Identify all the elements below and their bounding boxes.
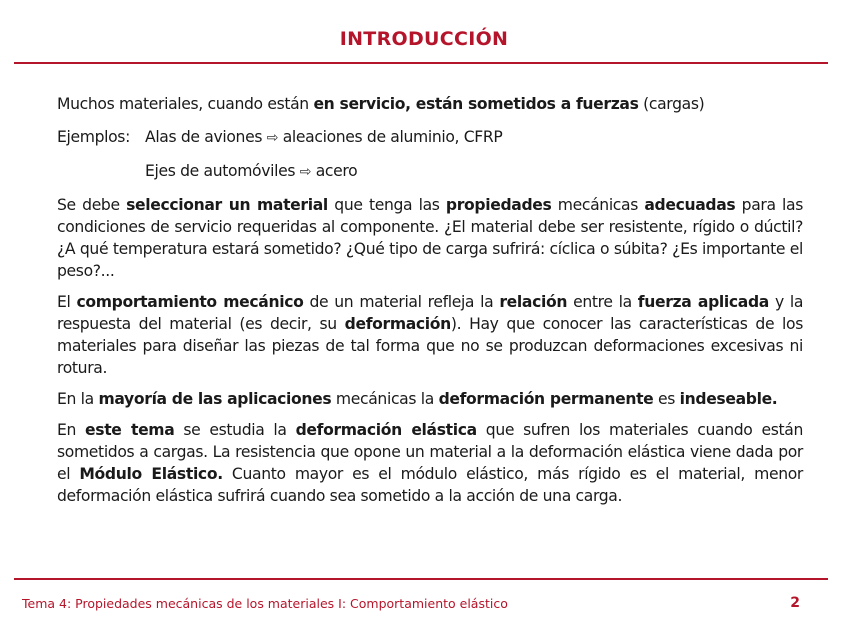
- intro-line: Muchos materiales, cuando están en servicio, están sometidos a fuerzas (cargas): [57, 95, 705, 113]
- paragraph-mechanical-behavior: El comportamiento mecánico de un material refleja la relación entre la fuerza aplicada y la respuesta del material (es decir, su deformación). Hay que conocer las características de los materiales para diseñar las piezas de tal forma que no se produzcan deformaciones excesivas ni rotura.: [57, 293, 804, 377]
- examples-label: Ejemplos:: [57, 128, 130, 146]
- footer-divider: [14, 578, 828, 580]
- paragraph-material-selection: Se debe seleccionar un material que tenga las propiedades mecánicas adecuadas para las condiciones de servicio requeridas al componente. ¿El material debe ser resistente, rígido o dúctil? ¿A qué temperatura estará sometido? ¿Qué tipo de carga sufrirá: cíclica o súbita? ¿Es importante el peso?...: [57, 196, 803, 280]
- paragraph-permanent-deformation: En la mayoría de las aplicaciones mecánicas la deformación permanente es indeseable.: [57, 390, 778, 408]
- hollow-right-arrow-icon: ⇨: [299, 164, 312, 180]
- page-number: 2: [790, 595, 800, 611]
- footer-course-title: Tema 4: Propiedades mecánicas de los materiales I: Comportamiento elástico: [22, 596, 508, 611]
- title-divider: [14, 62, 828, 64]
- example-line-1: Ejemplos: Alas de aviones ⇨ aleaciones de aluminio, CFRP: [57, 128, 503, 146]
- slide-body: [57, 93, 803, 507]
- example-line-2: Ejes de automóviles ⇨ acero: [145, 162, 358, 180]
- slide-title: INTRODUCCIÓN: [339, 28, 509, 50]
- hollow-right-arrow-icon: ⇨: [266, 130, 279, 146]
- paragraph-elastic-deformation: En este tema se estudia la deformación elástica que sufren los materiales cuando están sometidos a cargas. La resistencia que opone un material a la deformación elástica viene dada por el Módulo Elástico. Cuanto mayor es el módulo elástico, más rígido es el material, menor deformación elástica sufrirá cuando sea sometido a la acción de una carga.: [57, 421, 804, 505]
- footer: [22, 596, 806, 611]
